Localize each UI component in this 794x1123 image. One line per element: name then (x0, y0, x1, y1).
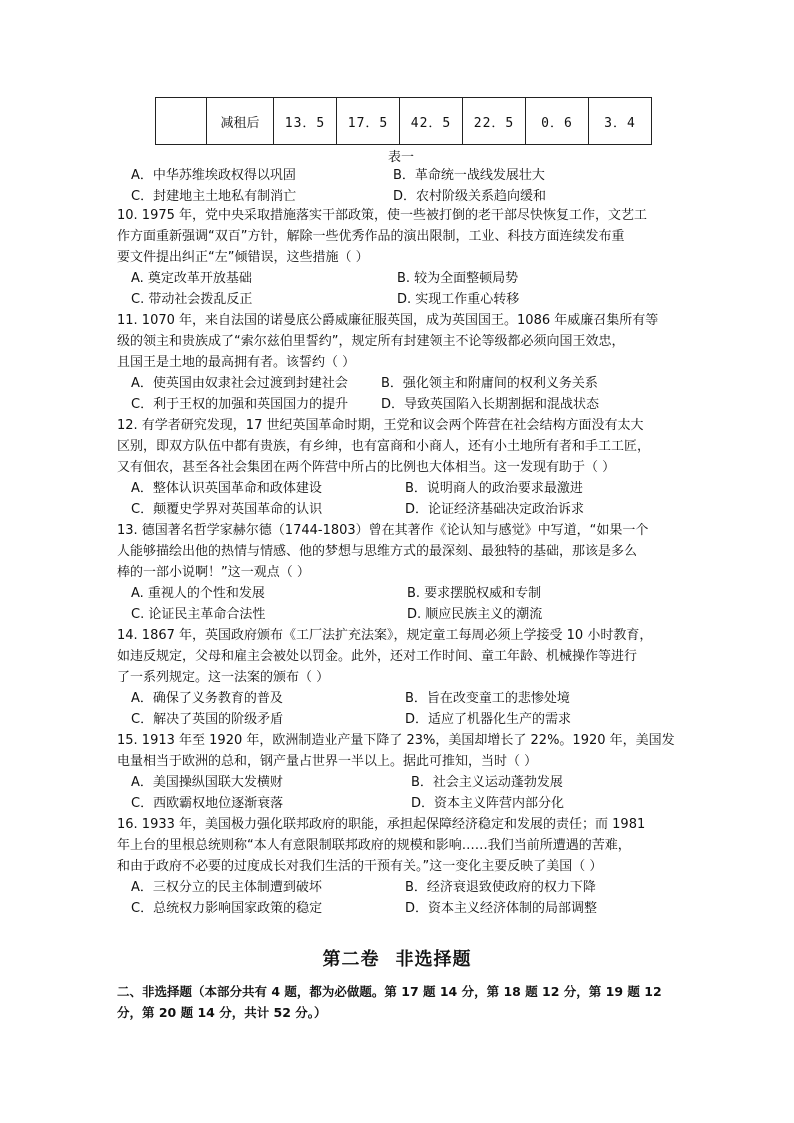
question-text: 了一系列规定。这一法案的颁布（ ） (117, 670, 330, 685)
question-text: 12. 有学者研究发现，17 世纪英国革命时期，王党和议会两个阵营在社会结构方面没有太大 (117, 418, 644, 433)
option-b[interactable]: B．说明商人的政治要求最激进 (405, 481, 583, 496)
question-text: 要文件提出纠正“左”倾错误，这些措施（ ） (117, 250, 369, 265)
question-text: 级的领主和贵族成了“索尔兹伯里誓约”，规定所有封建领主不论等级都必须向国王效忠， (117, 334, 625, 349)
option-c[interactable]: C. 论证民主革命合法性 (131, 607, 266, 622)
option-b[interactable]: B. 要求摆脱权威和专制 (407, 586, 542, 601)
option-d[interactable]: D．导致英国陷入长期割据和混战状态 (381, 397, 600, 412)
table-cell-empty (156, 98, 207, 145)
table-cell: 3．4 (589, 98, 652, 145)
option-d[interactable]: D．论证经济基础决定政治诉求 (405, 502, 585, 517)
option-a[interactable]: A．中华苏维埃政权得以巩固 (131, 168, 296, 183)
option-c[interactable]: C．利于王权的加强和英国国力的提升 (131, 397, 349, 412)
option-a[interactable]: A．三权分立的民主体制遭到破坏 (131, 880, 322, 895)
question-text: 电量相当于欧洲的总和，钢产量占世界一半以上。据此可推知，当时（ ） (117, 754, 538, 769)
option-d[interactable]: D．资本主义阵营内部分化 (411, 796, 565, 811)
section-title-part: 第二卷 (322, 949, 380, 970)
section-title (0, 945, 794, 971)
table-cell: 0．6 (526, 98, 589, 145)
section-instructions: 分，第 20 题 14 分，共计 52 分。） (117, 1005, 327, 1020)
option-b[interactable]: B．革命统一战线发展壮大 (393, 168, 545, 183)
question-text: 11. 1070 年，来自法国的诺曼底公爵威廉征服英国，成为英国国王。1086 年威廉召集所有等 (117, 313, 659, 328)
option-b[interactable]: B. 较为全面整顿局势 (397, 271, 519, 286)
option-a[interactable]: A．整体认识英国革命和政体建设 (131, 481, 322, 496)
question-text: 作方面重新强调“双百”方针，解除一些优秀作品的演出限制，工业、科技方面连续发布重 (117, 229, 625, 244)
table-cell: 13．5 (274, 98, 337, 145)
option-c[interactable]: C．封建地主土地私有制消亡 (131, 189, 297, 204)
option-d[interactable]: D. 实现工作重心转移 (397, 292, 520, 307)
option-b[interactable]: B．强化领主和附庸间的权利义务关系 (381, 376, 598, 391)
question-text: 区别，即双方队伍中都有贵族，有乡绅，也有富商和小商人，还有小土地所有者和手工工匠， (117, 439, 651, 454)
table-row (156, 98, 652, 145)
option-d[interactable]: D．农村阶级关系趋向缓和 (393, 189, 547, 204)
section-instructions: 二、非选择题（本部分共有 4 题，都为必做题。第 17 题 14 分，第 18 题 12 分，第 19 题 12 (117, 984, 662, 999)
option-a[interactable]: A．确保了义务教育的普及 (131, 691, 283, 706)
option-c[interactable]: C．颠覆史学界对英国革命的认识 (131, 502, 323, 517)
question-text: 又有佃农，甚至各社会集团在两个阵营中所占的比例也大体相当。这一发现有助于（ ） (117, 460, 616, 475)
option-a[interactable]: A．使英国由奴隶社会过渡到封建社会 (131, 376, 348, 391)
rent-reduction-table (155, 97, 652, 145)
option-c[interactable]: C．总统权力影响国家政策的稳定 (131, 901, 323, 916)
question-text: 年上台的里根总统则称“本人有意限制联邦政府的规模和影响……我们当前所遭遇的苦难， (117, 838, 631, 853)
option-d[interactable]: D．资本主义经济体制的局部调整 (405, 901, 598, 916)
option-b[interactable]: B．经济衰退致使政府的权力下降 (405, 880, 596, 895)
table-cell: 17．5 (337, 98, 400, 145)
table-row-label: 减租后 (207, 98, 274, 145)
table-caption: 表一 (388, 150, 415, 165)
option-a[interactable]: A. 重视人的个性和发展 (131, 586, 265, 601)
question-text: 13. 德国著名哲学家赫尔德（1744-1803）曾在其著作《论认知与感觉》中写道，“如果一个 (117, 523, 649, 538)
option-c[interactable]: C．解决了英国的阶级矛盾 (131, 712, 284, 727)
question-text: 人能够描绘出他的热情与情感、他的梦想与思维方式的最深刻、最独特的基础，那该是多么 (117, 544, 638, 559)
question-text: 棒的一部小说啊！”这一观点（ ） (117, 565, 310, 580)
option-d[interactable]: D. 顺应民族主义的潮流 (407, 607, 543, 622)
option-d[interactable]: D．适应了机器化生产的需求 (405, 712, 572, 727)
option-c[interactable]: C．西欧霸权地位逐渐衰落 (131, 796, 284, 811)
option-a[interactable]: A. 奠定改革开放基础 (131, 271, 252, 286)
question-text: 和由于政府不必要的过度成长对我们生活的干预有关。”这一变化主要反映了美国（ ） (117, 859, 603, 874)
question-text: 且国王是土地的最高拥有者。该誓约（ ） (117, 355, 356, 370)
option-a[interactable]: A．美国操纵国联大发横财 (131, 775, 283, 790)
question-text: 14. 1867 年，英国政府颁布《工厂法扩充法案》，规定童工每周必须上学接受 10 小时教育， (117, 628, 653, 643)
question-text: 16. 1933 年，美国极力强化联邦政府的职能，承担起保障经济稳定和发展的责任；而 1981 (117, 817, 646, 832)
option-c[interactable]: C. 带动社会拨乱反正 (131, 292, 253, 307)
table-cell: 22．5 (463, 98, 526, 145)
option-b[interactable]: B．旨在改变童工的悲惨处境 (405, 691, 570, 706)
question-text: 10. 1975 年，党中央采取措施落实干部政策，使一些被打倒的老干部尽快恢复工作，文艺工 (117, 208, 648, 223)
option-b[interactable]: B．社会主义运动蓬勃发展 (411, 775, 563, 790)
question-text: 如违反规定，父母和雇主会被处以罚金。此外，还对工作时间、童工年龄、机械操作等进行 (117, 649, 638, 664)
table-cell: 42．5 (400, 98, 463, 145)
section-title-part: 非选择题 (395, 949, 472, 970)
question-text: 15. 1913 年至 1920 年，欧洲制造业产量下降了 23%，美国却增长了 22%。1920 年，美国发 (117, 733, 675, 748)
